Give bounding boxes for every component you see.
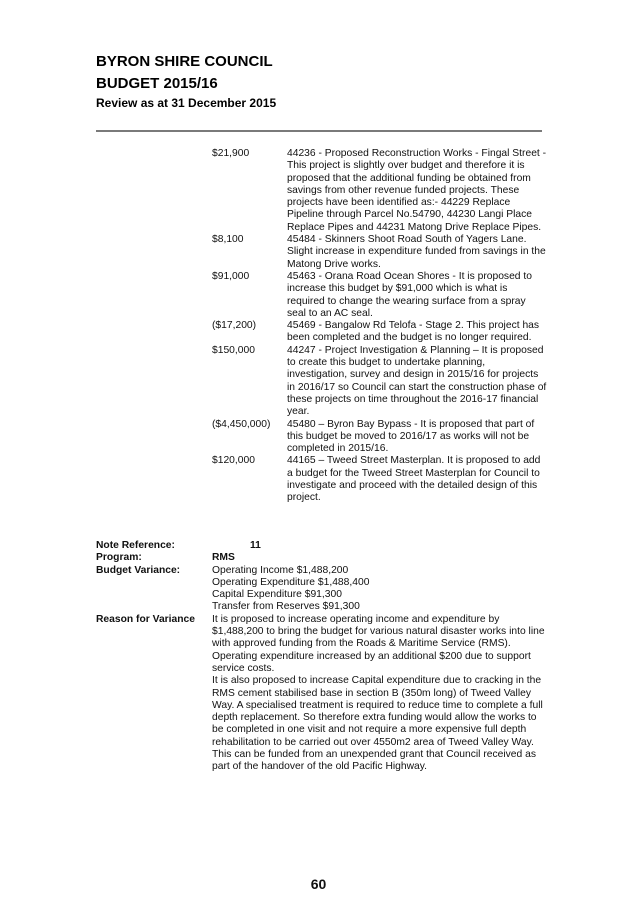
review-date: Review as at 31 December 2015	[96, 96, 277, 110]
item-amount: $91,000	[212, 270, 250, 282]
project-item	[212, 345, 547, 419]
program-value: RMS	[212, 552, 235, 564]
item-description: 45463 - Orana Road Ocean Shores - It is proposed to increase this budget by $91,000 which is what is required to change the wearing surface from a spray seal to an AC seal.	[287, 270, 532, 319]
item-description: 45484 - Skinners Shoot Road South of Yagers Lane. Slight increase in expenditure funded from savings in the Matong Drive works.	[287, 234, 546, 270]
budget-variance-label: Budget Variance:	[96, 564, 181, 576]
variance-line: Operating Expenditure $1,488,400	[212, 576, 370, 588]
item-amount: ($4,450,000)	[212, 418, 271, 430]
item-description: 44236 - Proposed Reconstruction Works - Fingal Street - This project is slightly over budget and therefore it is proposed that the additional funding be obtained from savings from other revenue funded projects. These projects have been identified as:- 44229 Replace Pipeline through Parcel No.54790, 44230 Langi Place Replace Pipes and 44231 Matong Drive Replace Pipes.	[287, 148, 547, 233]
variance-note	[96, 540, 546, 774]
variance-line: Capital Expenditure $91,300	[212, 589, 342, 601]
council-name: BYRON SHIRE COUNCIL	[96, 53, 273, 70]
reason-row	[96, 614, 546, 774]
reason-paragraph: It is proposed to increase operating income and expenditure by $1,488,200 to bring the budget for various natural disaster works into line with approved funding from the Roads & Maritime Service (RMS).	[212, 613, 545, 650]
budget-title: BUDGET 2015/16	[96, 75, 218, 92]
project-item	[212, 419, 547, 456]
note-reference-value: 11	[250, 540, 261, 551]
header-divider	[96, 130, 542, 132]
variance-line: Operating Income $1,488,200	[212, 564, 349, 576]
budget-variance-values	[212, 565, 546, 614]
note-reference-row	[96, 540, 546, 552]
item-amount: $150,000	[212, 344, 255, 356]
program-label: Program:	[96, 552, 142, 564]
item-amount: ($17,200)	[212, 320, 257, 332]
reason-paragraph: Operating expenditure increased by an additional $200 due to support service costs.	[212, 650, 531, 674]
project-item	[212, 455, 547, 504]
reason-label: Reason for Variance	[96, 613, 196, 625]
variance-line: Transfer from Reserves $91,300	[212, 601, 360, 613]
item-description: 45480 – Byron Bay Bypass - It is proposed that part of this budget be moved to 2016/17 as works will not be completed in 2015/16.	[287, 418, 535, 455]
project-item-list	[212, 148, 547, 505]
item-amount: $8,100	[212, 234, 244, 246]
budget-variance-row	[96, 565, 546, 614]
project-item	[212, 148, 547, 234]
note-reference-label: Note Reference:	[96, 540, 175, 551]
project-item	[212, 271, 547, 320]
item-description: 44247 - Project Investigation & Planning – It is proposed to create this budget to undertake planning, investigation, survey and design in 2015/16 for projects in 2016/17 so Council can start the construction phase of these projects on time throughout the 2016-17 financial year.	[287, 344, 547, 418]
project-item	[212, 234, 547, 271]
page-number: 60	[310, 876, 327, 892]
item-description: 44165 – Tweed Street Masterplan. It is proposed to add a budget for the Tweed Street Masterplan for Council to investigate and proceed with the detailed design of this project.	[287, 455, 541, 504]
project-item	[212, 320, 547, 345]
program-row	[96, 552, 546, 564]
item-amount: $120,000	[212, 455, 255, 467]
item-description: 45469 - Bangalow Rd Telofa - Stage 2. This project has been completed and the budget is no longer required.	[287, 320, 540, 344]
reason-paragraph: It is also proposed to increase Capital expenditure due to cracking in the RMS cement stabilised base in section B (350m long) of Tweed Valley Way. A specialised treatment is required to reduce time to complete a full depth replacement. So therefore extra funding would allow the works to be completed in one visit and not require a more expensive full depth rehabilitation to be carried out over 4550m2 area of Tweed Valley Way. This can be funded from an unexpended grant that Council received as part of the handover of the old Pacific Highway.	[212, 675, 543, 773]
item-amount: $21,900	[212, 148, 250, 159]
reason-text	[212, 614, 546, 774]
